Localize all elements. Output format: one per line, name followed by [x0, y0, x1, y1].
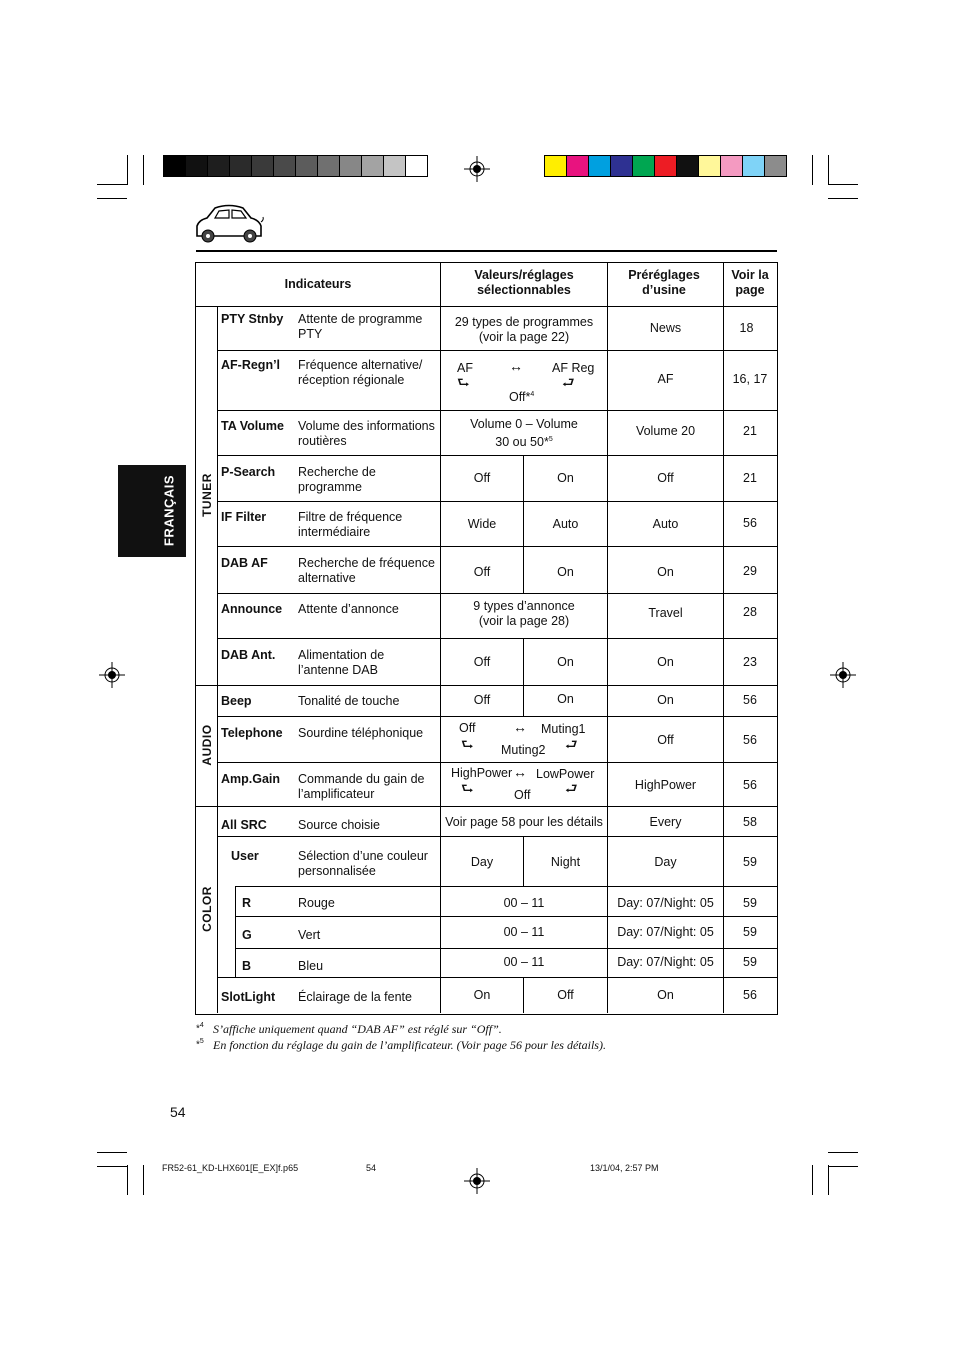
row-psearch-v1: Off	[473, 471, 491, 485]
row-beep-default: On	[657, 693, 674, 707]
crop-mark	[828, 1152, 858, 1153]
row-psearch-default: Off	[657, 471, 674, 485]
row-ampgain-page: 56	[743, 778, 757, 792]
return-arrow-icon: ⮐	[565, 780, 578, 796]
row-psearch-desc: Recherche de programme	[298, 465, 376, 494]
crop-mark	[97, 184, 127, 185]
color-swatch	[273, 155, 296, 177]
crop-mark	[812, 155, 813, 185]
row-iffilter-name: IF Filter	[221, 510, 267, 524]
header-values: Valeurs/réglages sélectionnables	[474, 268, 574, 297]
color-swatch	[676, 155, 699, 177]
row-iffilter-default: Auto	[652, 517, 679, 531]
row-user-v1: Day	[470, 855, 494, 869]
row-allsrc-desc: Source choisie	[298, 818, 380, 832]
row-ampgain-name: Amp.Gain	[221, 772, 281, 786]
row-af-v1: AF	[457, 361, 473, 375]
slug-file: FR52-61_KD-LHX601[E_EX]f.p65	[162, 1163, 299, 1173]
row-psearch-name: P-Search	[221, 465, 276, 479]
row-af-page: 16, 17	[732, 372, 768, 386]
row-telephone-page: 56	[743, 733, 757, 747]
footnote-1-text: S’affiche uniquement quand “DAB AF” est réglé sur “Off”.	[213, 1022, 502, 1036]
row-dabaf-desc: Recherche de fréquence alternative	[298, 556, 435, 585]
row-psearch-v2: On	[557, 471, 574, 485]
color-swatch	[405, 155, 428, 177]
row-ta-desc: Volume des informations routières	[298, 419, 435, 448]
row-announce-page: 28	[743, 605, 757, 619]
footnote-2-mark: *$^5$	[196, 1038, 204, 1051]
footnote-2-text: En fonction du réglage du gain de l’amplificateur. (Voir page 56 pour les détails).	[213, 1038, 606, 1052]
crop-mark	[127, 1165, 128, 1195]
registration-mark-icon	[464, 156, 490, 182]
row-telephone-desc: Sourdine téléphonique	[298, 726, 424, 740]
crop-mark	[143, 1165, 144, 1195]
color-swatch	[317, 155, 340, 177]
language-tab-label: FRANÇAIS	[161, 474, 177, 547]
row-beep-v1: Off	[473, 693, 491, 707]
row-psearch-page: 21	[743, 471, 757, 485]
row-dabaf-default: On	[657, 565, 674, 579]
color-swatch	[207, 155, 230, 177]
row-dabant-v2: On	[557, 655, 574, 669]
row-af-default: AF	[657, 372, 674, 386]
header-rule	[196, 250, 777, 252]
row-beep-name: Beep	[221, 694, 252, 708]
row-beep-v2: On	[557, 692, 574, 706]
header-defaults: Préréglages d’usine	[628, 268, 700, 297]
row-b-value: 00 – 11	[503, 955, 545, 969]
group-color: COLOR	[200, 886, 214, 932]
row-ampgain-v3: Off	[514, 788, 531, 802]
row-g-default: Day: 07/Night: 05	[617, 925, 714, 939]
header-page: Voir la page	[731, 268, 769, 297]
crop-mark	[812, 1165, 813, 1195]
row-pty-desc: Attente de programme PTY	[298, 312, 423, 341]
row-pty-name: PTY Stnby	[221, 312, 284, 326]
car-icon	[193, 202, 265, 244]
row-ampgain-desc: Commande du gain de l’amplificateur	[298, 772, 425, 801]
row-af-v2: AF Reg	[552, 361, 595, 375]
row-g-value: 00 – 11	[503, 925, 545, 939]
color-swatch	[361, 155, 384, 177]
row-slot-default: On	[657, 988, 674, 1002]
row-r-name: R	[242, 896, 252, 910]
row-dabant-v1: Off	[473, 655, 491, 669]
registration-mark-icon	[464, 1168, 490, 1194]
row-allsrc-page: 58	[743, 815, 757, 829]
color-swatch	[295, 155, 318, 177]
row-dabaf-name: DAB AF	[221, 556, 268, 570]
row-iffilter-v1: Wide	[467, 517, 497, 531]
row-af-v3: Off*$^4$	[509, 390, 535, 405]
row-ta-value: Volume 0 – Volume 30 ou 50*$^5$	[470, 417, 578, 450]
row-user-v2: Night	[550, 855, 581, 869]
row-b-default: Day: 07/Night: 05	[617, 955, 714, 969]
registration-mark-icon	[99, 662, 125, 688]
row-telephone-default: Off	[657, 733, 674, 747]
row-af-name: AF-Regn’l	[221, 358, 281, 372]
row-b-page: 59	[743, 955, 757, 969]
row-slot-v2: Off	[557, 988, 574, 1002]
color-swatch	[654, 155, 677, 177]
color-swatch	[339, 155, 362, 177]
row-g-desc: Vert	[298, 928, 321, 942]
row-dabant-name: DAB Ant.	[221, 648, 276, 662]
row-beep-page: 56	[743, 693, 757, 707]
row-announce-desc: Attente d’annonce	[298, 602, 399, 616]
color-swatch	[566, 155, 589, 177]
return-arrow-icon: ⮑	[461, 780, 474, 796]
row-allsrc-name: All SRC	[221, 818, 267, 832]
row-g-name: G	[242, 928, 252, 942]
color-swatch	[383, 155, 406, 177]
color-swatch	[544, 155, 567, 177]
row-slot-page: 56	[743, 988, 757, 1002]
row-telephone-v3: Muting2	[501, 743, 546, 757]
return-arrow-icon: ⮐	[562, 374, 575, 390]
row-dabant-default: On	[657, 655, 674, 669]
crop-mark	[127, 155, 128, 185]
row-r-page: 59	[743, 896, 757, 910]
row-b-desc: Bleu	[298, 959, 324, 973]
registration-mark-icon	[830, 662, 856, 688]
row-slot-desc: Éclairage de la fente	[298, 990, 412, 1004]
row-user-page: 59	[743, 855, 757, 869]
row-ampgain-v1: HighPower	[451, 766, 513, 780]
row-user-name: User	[231, 849, 259, 863]
group-audio: AUDIO	[200, 724, 214, 766]
row-ampgain-default: HighPower	[634, 778, 697, 792]
row-telephone-v2: Muting1	[541, 722, 586, 736]
crop-mark	[97, 1152, 127, 1153]
crop-mark	[828, 198, 858, 199]
crop-mark	[828, 1165, 829, 1195]
row-dabaf-page: 29	[743, 564, 757, 578]
group-tuner: TUNER	[200, 473, 214, 517]
color-swatch	[163, 155, 186, 177]
row-pty-page: 18	[739, 321, 754, 335]
row-telephone-v1: Off	[459, 721, 476, 735]
row-dabaf-v2: On	[557, 565, 574, 579]
row-dabant-desc: Alimentation de l’antenne DAB	[298, 648, 385, 677]
row-iffilter-v2: Auto	[552, 517, 579, 531]
row-ta-page: 21	[743, 424, 757, 438]
row-user-desc: Sélection d’une couleur personnalisée	[298, 849, 428, 878]
row-ta-name: TA Volume	[221, 419, 284, 433]
color-swatch	[632, 155, 655, 177]
row-r-value: 00 – 11	[503, 896, 545, 910]
double-arrow-icon: ↔	[513, 719, 527, 735]
row-dabant-page: 23	[743, 655, 757, 669]
row-beep-desc: Tonalité de touche	[298, 694, 400, 708]
row-announce-value: 9 types d’annonce (voir la page 28)	[473, 599, 575, 628]
row-slot-name: SlotLight	[221, 990, 276, 1004]
row-r-default: Day: 07/Night: 05	[617, 896, 714, 910]
color-swatch	[588, 155, 611, 177]
return-arrow-icon: ⮐	[565, 736, 578, 752]
row-telephone-name: Telephone	[221, 726, 283, 740]
return-arrow-icon: ⮑	[457, 374, 470, 390]
color-swatch	[742, 155, 765, 177]
color-swatch	[720, 155, 743, 177]
double-arrow-icon: ↔	[513, 764, 527, 780]
color-swatch	[698, 155, 721, 177]
row-iffilter-desc: Filtre de fréquence intermédiaire	[298, 510, 403, 539]
color-swatch	[764, 155, 787, 177]
double-arrow-icon: ↔	[509, 358, 523, 374]
row-ta-default: Volume 20	[635, 424, 696, 438]
row-r-desc: Rouge	[298, 896, 335, 910]
row-announce-name: Announce	[221, 602, 283, 616]
crop-mark	[828, 1166, 858, 1167]
return-arrow-icon: ⮑	[461, 736, 474, 752]
row-allsrc-default: Every	[649, 815, 682, 829]
crop-mark	[828, 184, 858, 185]
row-dabaf-v1: Off	[473, 565, 491, 579]
header-indicators: Indicateurs	[284, 277, 352, 291]
footnote-1-mark: *$^4$	[196, 1022, 204, 1035]
row-slot-v1: On	[473, 988, 491, 1002]
row-allsrc-value: Voir page 58 pour les détails	[445, 815, 603, 829]
crop-mark	[97, 1166, 127, 1167]
color-swatch	[251, 155, 274, 177]
crop-mark	[97, 198, 127, 199]
row-af-desc: Fréquence alternative/ réception régionale	[298, 358, 423, 387]
row-announce-default: Travel	[648, 606, 683, 620]
color-swatch	[610, 155, 633, 177]
slug-page: 54	[366, 1163, 377, 1173]
slug-date: 13/1/04, 2:57 PM	[590, 1163, 659, 1173]
row-user-default: Day	[654, 855, 677, 869]
color-swatch	[185, 155, 208, 177]
row-b-name: B	[242, 959, 252, 973]
row-pty-default: News	[649, 321, 682, 335]
color-swatch	[229, 155, 252, 177]
row-iffilter-page: 56	[743, 516, 757, 530]
page-number: 54	[170, 1104, 186, 1120]
row-g-page: 59	[743, 925, 757, 939]
crop-mark	[143, 155, 144, 185]
row-pty-value: 29 types de programmes (voir la page 22)	[454, 315, 594, 344]
crop-mark	[828, 155, 829, 185]
row-ampgain-v2: LowPower	[536, 767, 595, 781]
